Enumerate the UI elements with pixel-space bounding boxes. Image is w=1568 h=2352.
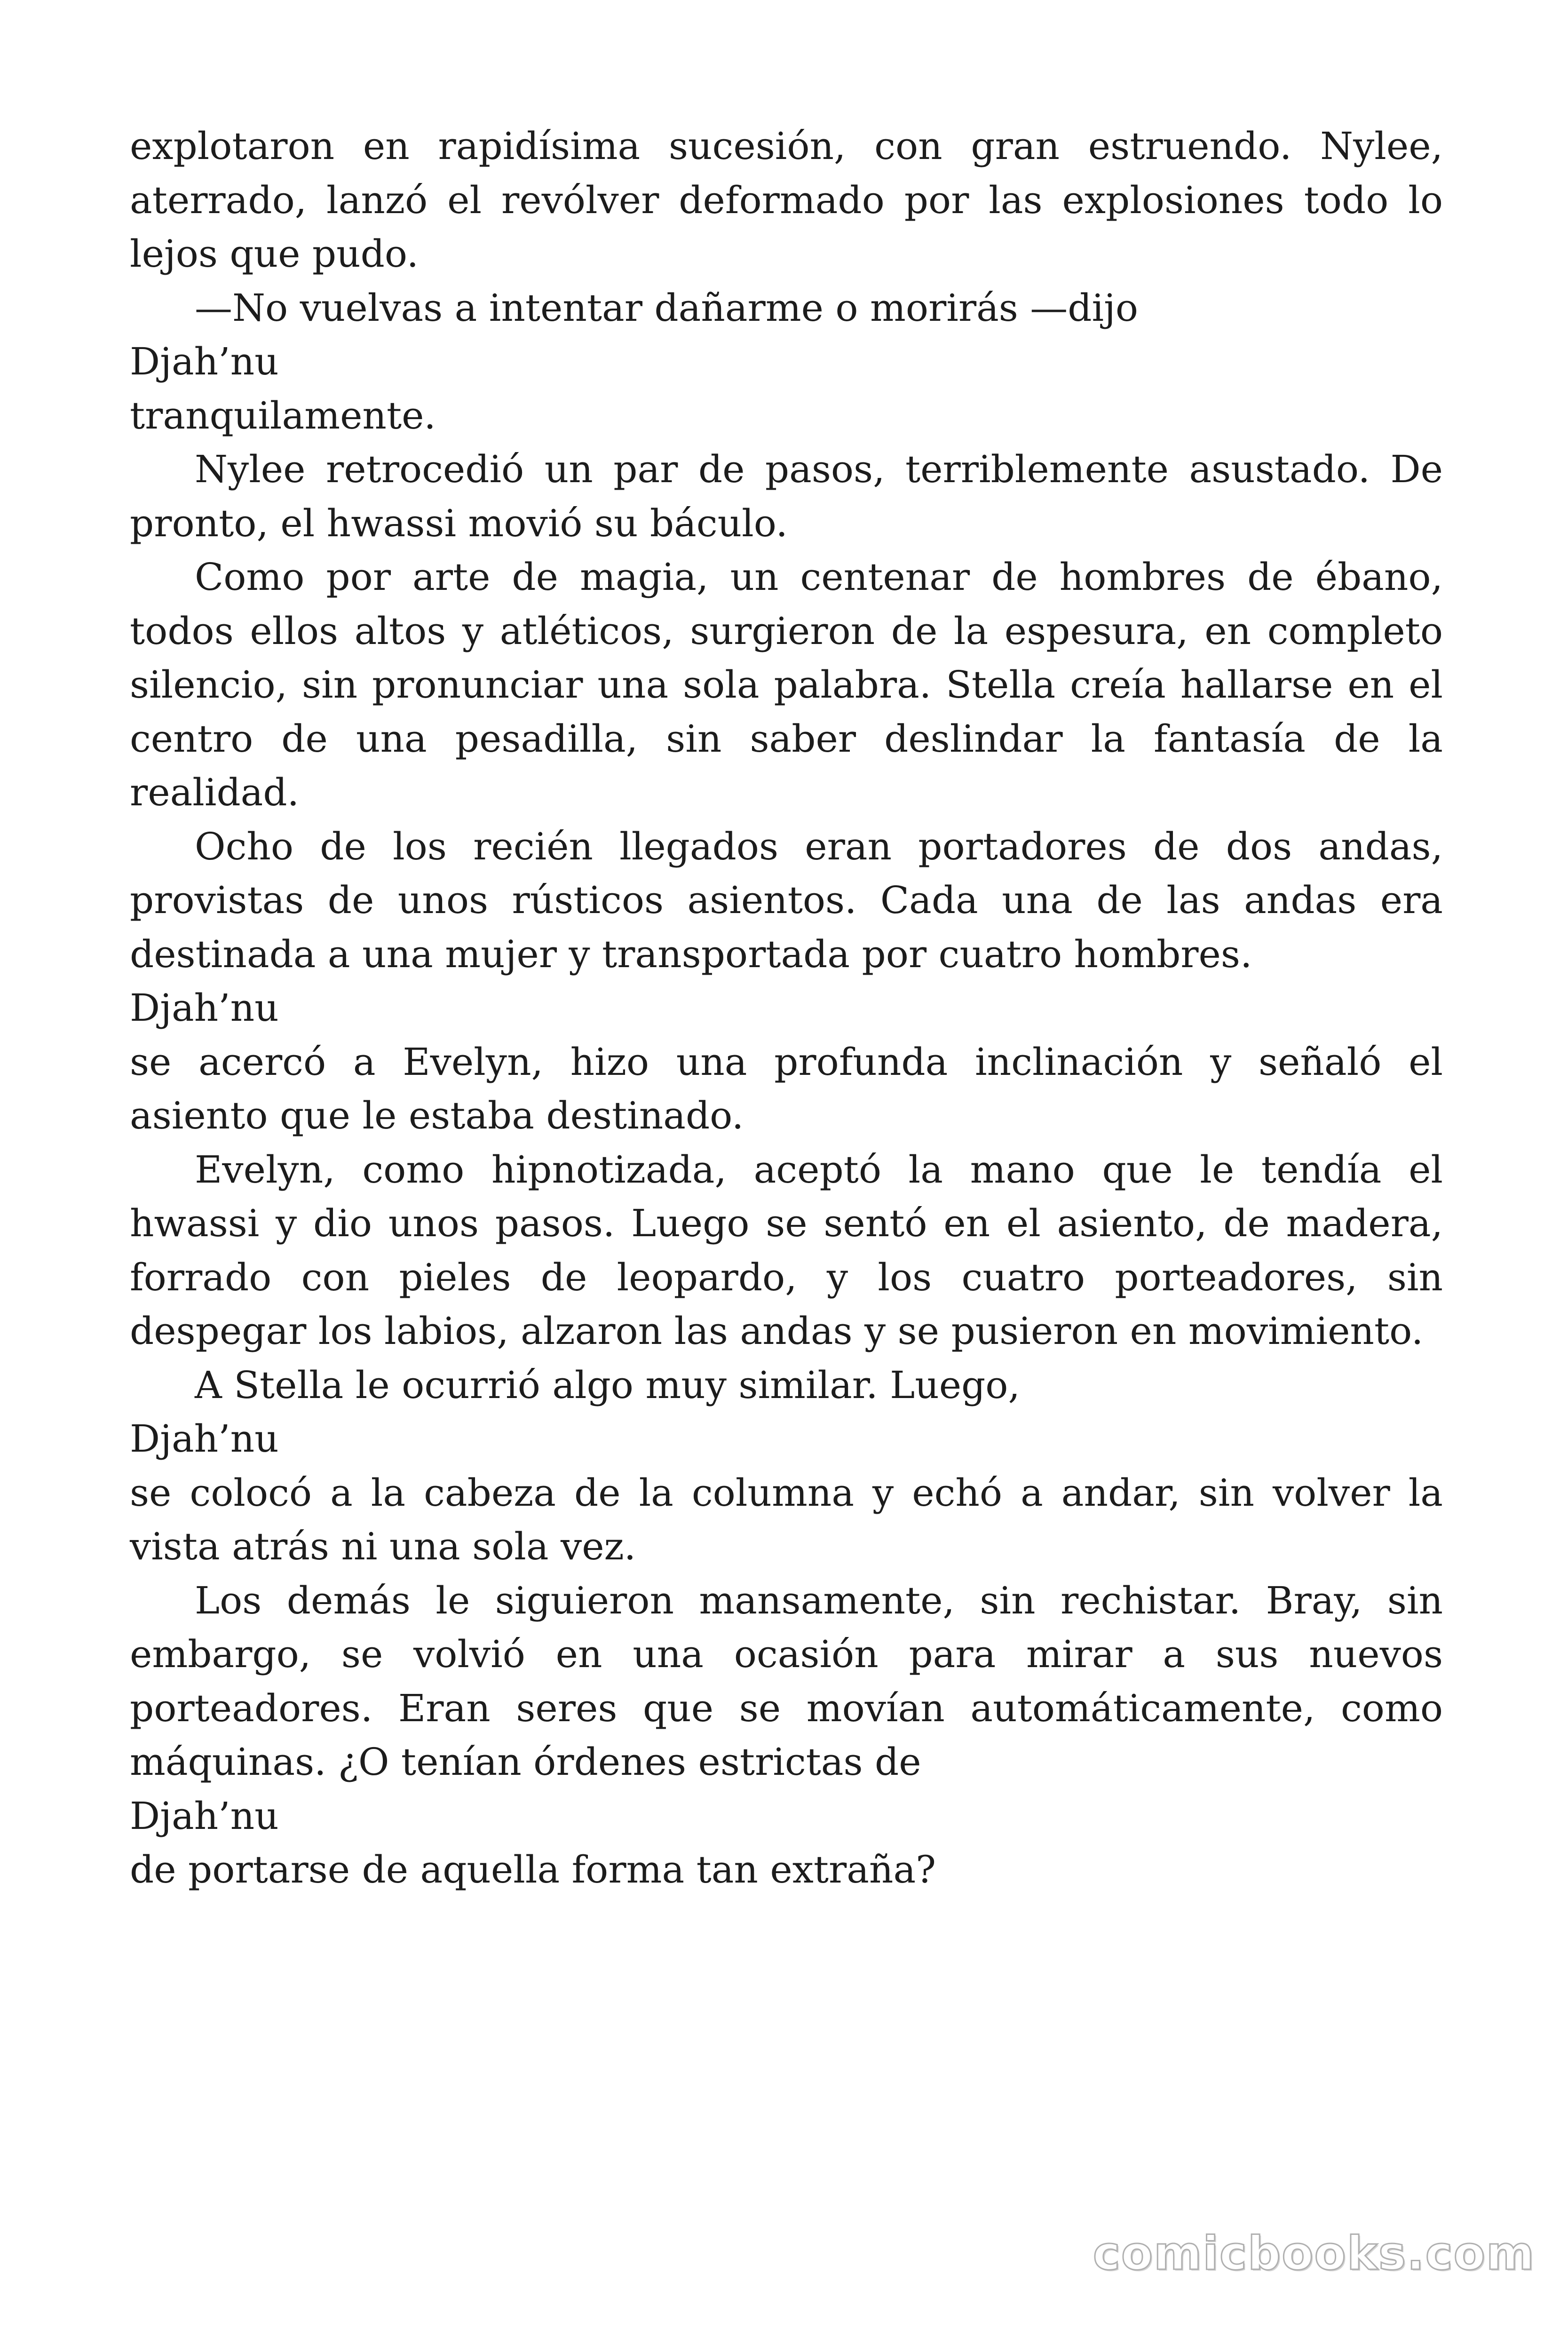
document-body [130,119,1443,1897]
text-line: hwassi y dio unos pasos. Luego se sentó en el asiento, de madera, [130,1201,1443,1245]
text-line: porteadores. Eran seres que se movían automáticamente, como [130,1686,1443,1730]
text-line: —No vuelvas a intentar dañarme o morirás —dijo [195,286,1139,330]
text-line: tranquilamente. [130,393,436,437]
text-line: pronto, el hwassi movió su báculo. [130,501,788,545]
paragraph [130,443,1443,550]
text-line: Nylee retrocedió un par de pasos, terriblemente asustado. De [195,447,1443,491]
paragraph [130,820,1443,982]
text-line: Los demás le siguieron mansamente, sin rechistar. Bray, sin [195,1578,1443,1622]
text-line: embargo, se volvió en una ocasión para mirar a sus nuevos [130,1632,1443,1676]
text-line: Como por arte de magia, un centenar de hombres de ébano, [195,555,1443,599]
text-line: A Stella le ocurrió algo muy similar. Luego, [195,1363,1020,1407]
text-line: explotaron en rapidísima sucesión, con gran estruendo. Nylee, [130,124,1443,168]
paragraph [130,1843,1443,1897]
paragraph [130,1143,1443,1359]
text-line: destinada a una mujer y transportada por cuatro hombres. [130,932,1252,976]
text-line: lejos que pudo. [130,232,419,276]
text-line: Djah’nu [130,1417,279,1461]
paragraph [130,1466,1443,1574]
paragraph [130,1789,1443,1843]
text-line: Evelyn, como hipnotizada, aceptó la mano que le tendía el [195,1147,1443,1192]
text-line: realidad. [130,771,299,814]
paragraph [130,1412,1443,1466]
paragraph [130,550,1443,820]
paragraph [130,1574,1443,1789]
text-line: todos ellos altos y atléticos, surgieron de la espesura, en completo [130,609,1443,653]
text-line: provistas de unos rústicos asientos. Cada una de las andas era [130,878,1443,922]
text-line: Djah’nu [130,1794,279,1838]
text-line: silencio, sin pronunciar una sola palabra. Stella creía hallarse en el [130,663,1443,707]
text-line: despegar los labios, alzaron las andas y se pusieron en movimiento. [130,1309,1424,1353]
paragraph [130,389,1443,443]
text-line: Ocho de los recién llegados eran portadores de dos andas, [195,824,1443,868]
text-line: Djah’nu [130,340,279,383]
text-line: aterrado, lanzó el revólver deformado por las explosiones todo lo [130,178,1443,222]
paragraph [130,1359,1443,1413]
text-line: centro de una pesadilla, sin saber deslindar la fantasía de la [130,716,1443,761]
text-line: se colocó a la cabeza de la columna y echó a andar, sin volver la [130,1470,1443,1515]
text-line: máquinas. ¿O tenían órdenes estrictas de [130,1740,921,1784]
paragraph [130,119,1443,281]
watermark: comicbooks.com [1093,2227,1535,2280]
text-line: Djah’nu [130,986,279,1030]
paragraph [130,1035,1443,1143]
text-line: forrado con pieles de leopardo, y los cuatro porteadores, sin [130,1255,1443,1299]
paragraph [130,981,1443,1035]
text-line: asiento que le estaba destinado. [130,1094,744,1137]
text-line: vista atrás ni una sola vez. [130,1525,636,1568]
paragraph [130,281,1443,335]
text-line: de portarse de aquella forma tan extraña? [130,1848,936,1891]
text-line: se acercó a Evelyn, hizo una profunda inclinación y señaló el [130,1040,1443,1084]
paragraph [130,335,1443,389]
